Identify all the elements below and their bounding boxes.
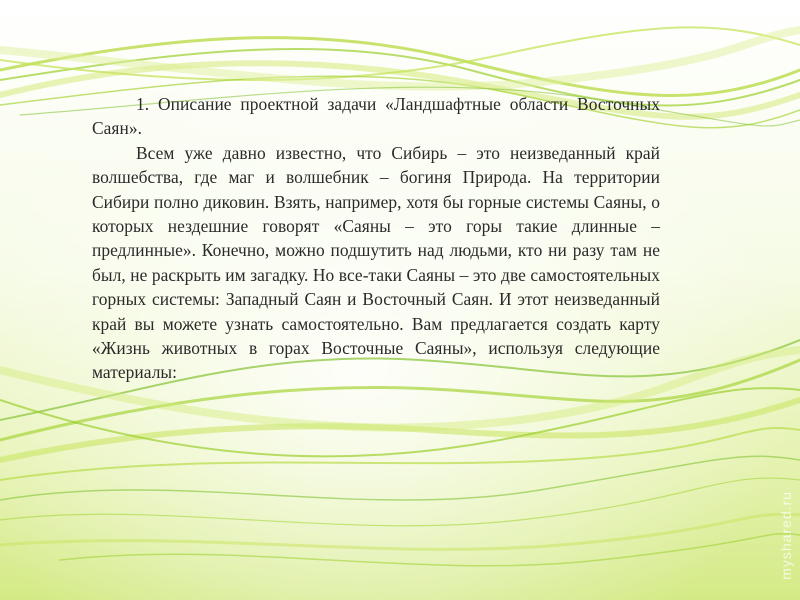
paragraph-task-description: Всем уже давно известно, что Сибирь – это неизведанный край волшебства, где маг и волшебник – богиня Природа. На территории Сибири полно диковин. Взять, например, хотя бы горные системы Саяны, о которых нездешние говорят «Саяны – это горы такие длинные – предлинные». Конечно, можно подшутить над людьми, кто ни разу там не был, не раскрыть им загадку. Но все-таки Саяны – это две самостоятельных горных системы: Западный Саян и Восточный Саян. И этот неизведанный край вы можете узнать самостоятельно. Вам предлагается создать карту «Жизнь животных в горах Восточные Саяны», используя следующие материалы: xyxy=(92,142,660,383)
paragraph-task-title: 1. Описание проектной задачи «Ландшафтные области Восточных Саян». xyxy=(92,94,660,139)
slide-text-block xyxy=(92,92,660,385)
watermark: myshared.ru xyxy=(778,491,794,580)
